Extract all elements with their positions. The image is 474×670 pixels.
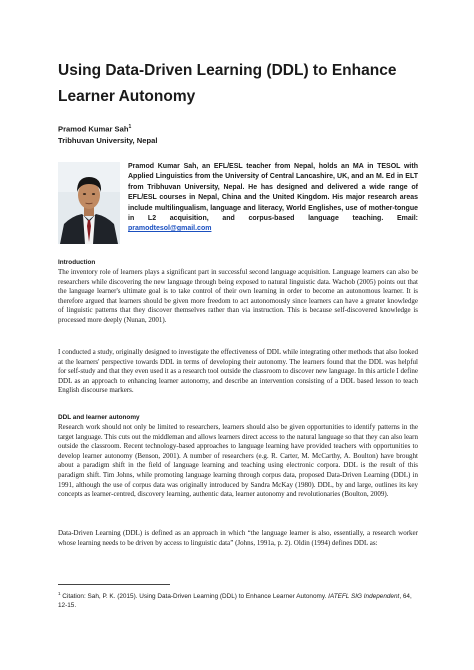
author-bio <box>128 162 418 235</box>
email-label: Email: <box>396 215 418 223</box>
paragraph: Research work should not only be limited to researchers, learners should also be given opportunities to identify patterns in the target language. This cuts out the middleman and allows learners direct access to the natural language so that they can also learn outside the classroom. Recent technology-based approaches to language learning have provided teachers with opportunities to develop learner autonomy (Benson, 2001). A number of researchers (e.g. R. Carter, M. McCarthy, A. Boulton) have brought about a paradigm shift in the field of language learning and teaching using electronic corpora. DDL is the result of this paradigm shift. Tim Johns, while promoting language learning through corpus data, proposed Data-Driven Learning (DDL) in 1991, although the use of corpus data was originally introduced by Sandra McKay (1980). DDL, by and large, outlines its key concepts as learner-centred, discovery learning, authentic data, learner autonomy and revolutionaries (Boulton, 2009). <box>58 423 418 499</box>
email-link[interactable]: pramodtesol@gmail.com <box>128 225 212 233</box>
footnote-citation: Citation: Sah, P. K. (2015). Using Data-Driven Learning (DDL) to Enhance Learner Autonomy. <box>62 593 327 601</box>
author-portrait-image <box>58 162 120 244</box>
paragraph: The inventory role of learners plays a significant part in successful second language acquisition. Language learners can also be researchers while discovering the new language through being exposed to natural linguistic data. Wachob (2005) points out that the language learner's ultimate goal is to take control of their own learning in order to become an autonomous learner. It is therefore argued that learners should be given more freedom to act autonomously since learners can have a greater knowledge of linguistic patterns that they discover themselves rather than via instruction. This is because self-discovered knowledge is processed more deeply (Nunan, 2001). <box>58 268 418 324</box>
paragraph: Data-Driven Learning (DDL) is defined as an approach in which “the language learner is also, essentially, a research worker whose learning needs to be driven by access to linguistic data” (Johns, 1991a, p. 2). Oldin (1994) defines DDL as: <box>58 529 418 547</box>
article-title: Using Data-Driven Learning (DDL) to Enhance Learner Autonomy <box>58 62 397 105</box>
footnote-tail: , 64, 12-15. <box>58 593 412 610</box>
footnote-divider <box>58 584 170 585</box>
paragraph: I conducted a study, originally designed to investigate the effectiveness of DDL while integrating other methods that also looked at the learners' perspective towards DDL in terms of developing their autonomy. The learners found that the DDL was helpful for self-study and that they even used it as a research tool outside the classroom to discover new language. In this article I define DDL as an approach to enhancing learner autonomy, and describe an intervention consisting of a DDL based lesson to teach English discourse markers. <box>58 348 418 395</box>
section-heading-ddl: DDL and learner autonomy <box>58 414 140 421</box>
author-name: Pramod Kumar Sah <box>58 124 129 134</box>
author-bio-text: Pramod Kumar Sah, an EFL/ESL teacher from Nepal, holds an MA in TESOL with Applied Linguistics from the University of Central Lancashire, UK, and an M. Ed in ELT from Tribhuvan University, Nepal. He has designed and delivered a wide range of EFL/ESL courses in Nepal, China and the United Kingdom. His major research areas include multilingualism, language and literacy, World Englishes, use of mother-tongue in L2 acquisition, and corpus-based language teaching. <box>128 163 418 223</box>
footnote-journal: IATEFL SIG Independent <box>328 593 400 601</box>
author-name-line <box>58 122 157 135</box>
footnote-marker[interactable]: 1 <box>128 124 132 130</box>
author-block <box>58 122 157 146</box>
section-heading-introduction: Introduction <box>58 259 96 266</box>
author-photo <box>58 162 120 244</box>
footnote-number: 1 <box>58 591 61 596</box>
footnote <box>58 589 418 610</box>
author-affiliation: Tribhuvan University, Nepal <box>58 135 158 145</box>
